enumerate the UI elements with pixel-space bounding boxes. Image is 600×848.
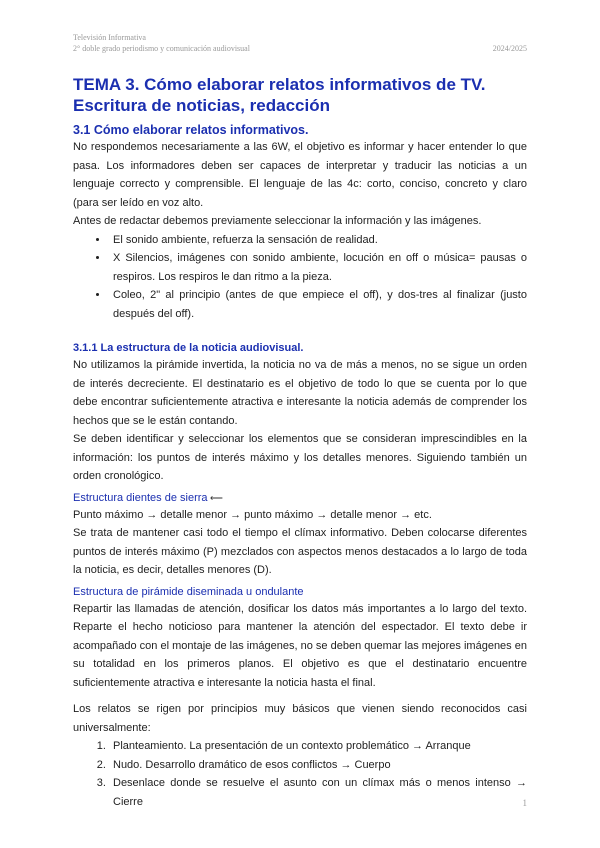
list-item: • El sonido ambiente, refuerza la sensación de realidad. — [109, 231, 527, 250]
list-item: 2. Nudo. Desarrollo dramático de esos conflictos → Cuerpo — [109, 756, 527, 775]
arrow-left-icon: ⟵ — [207, 492, 223, 503]
page-number: 1 — [522, 798, 527, 808]
list-item: 1. Planteamiento. La presentación de un contexto problemático → Arranque — [109, 737, 527, 756]
header-date: 2024/2025 — [492, 44, 527, 53]
sierra-heading — [73, 491, 527, 506]
header-degree: 2° doble grado periodismo y comunicación audiovisual — [73, 44, 250, 53]
list-item: • Coleo, 2" al principio (antes de que empiece el off), y dos-tres al finalizar (justo después del off). — [109, 286, 527, 323]
section-3-1-1-paragraph-1: No utilizamos la pirámide invertida, la noticia no va de más a menos, no se sigue un orden de interés decreciente. El destinatario es el objetivo de todo lo que se cuenta por lo que debe encontrar suficientemente atractiva e interesante la noticia además de comprender los hechos que se le están contando. — [73, 359, 527, 427]
sierra-paragraph: Se trata de mantener casi todo el tiempo el clímax informativo. Deben colocarse diferentes puntos de interés máximo (P) mezclados con aspectos menos destacados a lo largo de toda la noticia, es decir, detalles menores (D). — [73, 527, 527, 576]
principios-numbered-list — [73, 737, 527, 811]
piramide-heading: Estructura de pirámide diseminada u ondulante — [73, 585, 304, 598]
section-3-1-paragraph-1: No respondemos necesariamente a las 6W, el objetivo es informar y hacer entender lo que pasa. Los informadores deben ser capaces de interpretar y traducir las noticias a un lenguaje correcto y comprensible. El lenguaje de las 4c: corto, conciso, concreto y claro (para ser leído en voz alto. — [73, 141, 527, 209]
document-body — [73, 74, 527, 811]
section-3-1-1-paragraph-2: Se deben identificar y seleccionar los elementos que se consideran imprescindibles en la información: los puntos de interés máximo y los detalles menores. Siguiendo también un orden cronológico. — [73, 433, 527, 482]
sierra-heading-text: Estructura dientes de sierra — [73, 491, 208, 504]
list-item: 3. Desenlace donde se resuelve el asunto con un clímax más o menos intenso → Cierre — [109, 774, 527, 811]
list-item: • X Silencios, imágenes con sonido ambiente, locución en off o música= pausas o respiros. Los respiros le dan ritmo a la pieza. — [109, 249, 527, 286]
document-title: TEMA 3. Cómo elaborar relatos informativos de TV. Escritura de noticias, redacción — [73, 75, 486, 115]
section-3-1-1-heading: 3.1.1 La estructura de la noticia audiovisual. — [73, 342, 304, 354]
piramide-paragraph: Repartir las llamadas de atención, dosificar los datos más importantes a lo largo del texto. Reparte el hecho noticioso para mantener la atención del espectador. El texto debe ir acompañado con el montaje de las imágenes, no se deben quemar las mejores imágenes en su totalidad en los primeros planos. El objetivo es que el destinatario encuentre suficientemente atractiva e interesante la noticia hasta el final. — [73, 602, 527, 689]
section-3-1-bullet-list — [73, 231, 527, 324]
sierra-sequence: Punto máximo → detalle menor → punto máximo → detalle menor → etc. — [73, 508, 432, 521]
section-3-1-heading: 3.1 Cómo elaborar relatos informativos. — [73, 123, 309, 137]
section-3-1-paragraph-2: Antes de redactar debemos previamente seleccionar la información y las imágenes. — [73, 215, 482, 227]
page-header — [73, 32, 527, 54]
header-course: Televisión Informativa — [73, 33, 146, 42]
principios-paragraph: Los relatos se rigen por principios muy básicos que vienen siendo reconocidos casi universalmente: — [73, 703, 527, 734]
